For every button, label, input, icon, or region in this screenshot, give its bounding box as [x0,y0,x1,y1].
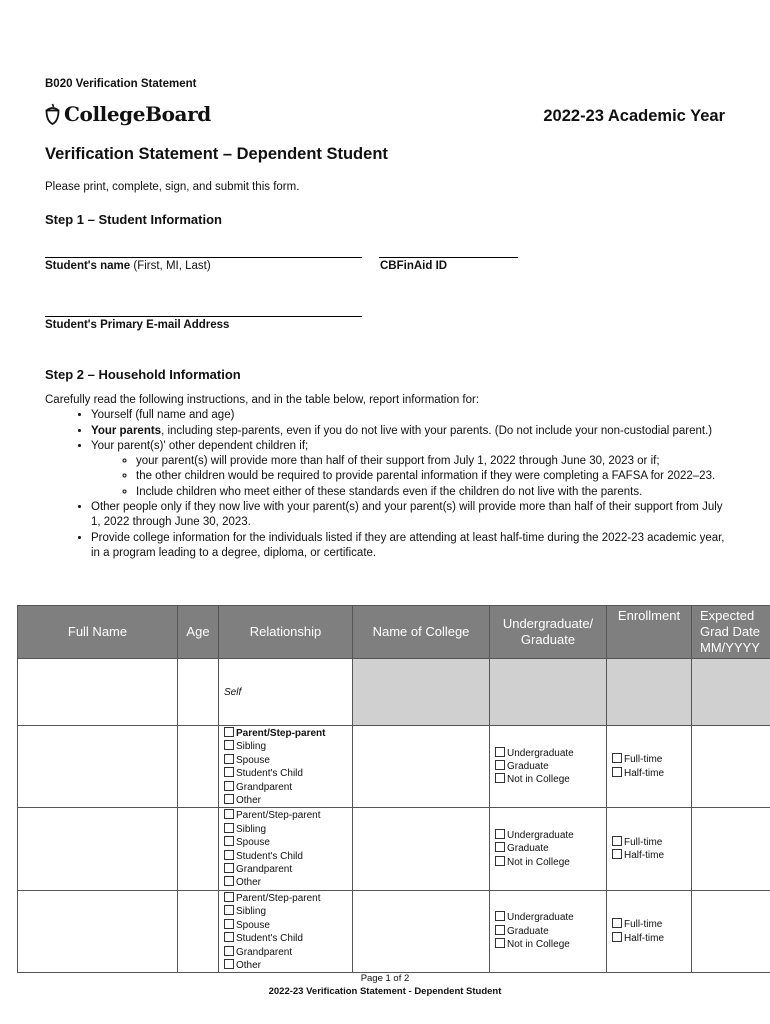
table-header-row [18,606,770,659]
instruction-bold: Your parents [91,424,162,437]
age-cell[interactable] [178,659,219,726]
checkbox-option[interactable] [224,767,347,780]
grad-date-cell[interactable] [692,808,770,890]
checkbox-label: Student's Child [236,768,303,780]
checkbox-option[interactable] [612,918,686,931]
checkbox-icon[interactable] [224,740,234,750]
checkbox-option[interactable] [495,829,601,842]
checkbox-option[interactable] [495,842,601,855]
age-cell[interactable] [178,808,219,890]
checkbox-option[interactable] [224,892,347,905]
header-level: Undergraduate/ Graduate [490,606,607,659]
college-cell[interactable] [353,726,490,808]
instruction-subitem: ◦ your parent(s) will provide more than half of their support from July 1, 2022 through June 30, 2023 or if; [136,454,725,469]
checkbox-icon[interactable] [612,767,622,777]
checkbox-label: Half-time [624,767,665,779]
header-enrollment: Enrollment [607,606,692,659]
checkbox-icon[interactable] [224,727,234,737]
checkbox-option[interactable] [612,836,686,849]
checkbox-icon[interactable] [224,905,234,915]
level-cell [490,726,607,808]
relationship-cell [219,808,353,890]
full-name-cell[interactable] [18,659,178,726]
grad-date-cell-disabled [692,659,770,726]
level-cell [490,890,607,972]
instruction-item [91,424,725,439]
checkbox-label: Full-time [624,836,663,848]
checkbox-icon[interactable] [495,747,505,757]
enrollment-cell [607,808,692,890]
checkbox-label: Sibling [236,823,267,835]
checkbox-option[interactable] [224,809,347,822]
checkbox-option[interactable] [224,876,347,889]
checkbox-label: Other [236,795,262,807]
checkbox-icon[interactable] [224,823,234,833]
header-grad-date: Expected Grad Date MM/YYYY [692,606,770,659]
checkbox-icon[interactable] [224,850,234,860]
enrollment-cell [607,726,692,808]
checkbox-icon[interactable] [495,842,505,852]
checkbox-label: Full-time [624,754,663,766]
checkbox-option[interactable] [224,836,347,849]
page-number: Page 1 of 2 [360,973,410,984]
checkbox-label: Grandparent [236,864,293,876]
checkbox-icon[interactable] [224,876,234,886]
instruction-item: • Other people only if they now live with your parent(s) and your parent(s) will provide more than half of their support from July 1, 2022 through June 30, 2023. [91,500,725,531]
checkbox-option[interactable] [224,781,347,794]
checkbox-icon[interactable] [224,754,234,764]
checkbox-label: Not in College [507,774,570,786]
checkbox-option[interactable] [495,938,601,951]
checkbox-option[interactable] [495,760,601,773]
checkbox-label: Student's Child [236,850,303,862]
checkbox-option[interactable] [612,932,686,945]
checkbox-option[interactable] [495,856,601,869]
full-name-cell[interactable] [18,726,178,808]
step2-heading: Step 2 – Household Information [45,367,241,382]
level-cell [490,808,607,890]
checkbox-option[interactable] [224,794,347,807]
checkbox-icon[interactable] [224,809,234,819]
step1-heading: Step 1 – Student Information [45,212,222,227]
relationship-cell [219,890,353,972]
checkbox-icon[interactable] [224,959,234,969]
checkbox-option[interactable] [224,946,347,959]
checkbox-icon[interactable] [495,938,505,948]
checkbox-option[interactable] [224,905,347,918]
table-row-self [18,659,770,726]
cbfinaid-id-label: CBFinAid ID [380,260,448,272]
college-cell[interactable] [353,890,490,972]
form-code: B020 Verification Statement [45,78,197,90]
checkbox-option[interactable] [224,932,347,945]
header-age: Age [178,606,219,659]
checkbox-label: Undergraduate [507,912,574,924]
checkbox-label: Undergraduate [507,830,574,842]
full-name-cell[interactable] [18,808,178,890]
checkbox-label: Graduate [507,843,549,855]
acorn-icon [44,103,61,125]
checkbox-icon[interactable] [224,932,234,942]
student-name-label-bold: Student's name [45,260,131,272]
household-table [17,605,770,973]
checkbox-option[interactable] [495,925,601,938]
student-name-field[interactable] [45,257,362,258]
checkbox-label: Other [236,877,262,889]
instruction-subitem: ◦ the other children would be required to provide parental information if they were completing a FAFSA for 2022–23. [136,469,725,484]
checkbox-icon[interactable] [495,760,505,770]
checkbox-label: Parent/Step-parent [236,728,326,739]
checkbox-label: Undergraduate [507,747,574,759]
checkbox-option[interactable] [612,849,686,862]
checkbox-icon[interactable] [224,946,234,956]
header-relationship: Relationship [219,606,353,659]
relationship-cell [219,659,353,726]
checkbox-icon[interactable] [495,925,505,935]
checkbox-label: Parent/Step-parent [236,892,321,904]
checkbox-icon[interactable] [495,773,505,783]
checkbox-icon[interactable] [224,767,234,777]
academic-year: 2022-23 Academic Year [543,107,725,125]
checkbox-label: Graduate [507,761,549,773]
checkbox-label: Spouse [236,837,270,849]
relationship-cell [219,726,353,808]
checkbox-option[interactable] [224,850,347,863]
email-label: Student's Primary E-mail Address [45,319,230,331]
checkbox-label: Spouse [236,919,270,931]
checkbox-label: Spouse [236,754,270,766]
checkbox-label: Graduate [507,925,549,937]
checkbox-icon[interactable] [224,781,234,791]
college-cell-disabled [353,659,490,726]
checkbox-icon[interactable] [495,856,505,866]
age-cell[interactable] [178,890,219,972]
grad-date-cell[interactable] [692,726,770,808]
header-full-name: Full Name [18,606,178,659]
enrollment-cell [607,890,692,972]
checkbox-label: Sibling [236,741,267,753]
instruction-item: • Yourself (full name and age) [91,408,725,423]
checkbox-icon[interactable] [612,753,622,763]
footer-title: 2022-23 Verification Statement - Dependent Student [268,986,502,997]
table-row [18,726,770,808]
college-cell[interactable] [353,808,490,890]
checkbox-icon[interactable] [224,836,234,846]
header-college: Name of College [353,606,490,659]
checkbox-label: Grandparent [236,781,293,793]
grad-date-cell[interactable] [692,890,770,972]
checkbox-label: Not in College [507,856,570,868]
checkbox-label: Half-time [624,850,665,862]
checkbox-option[interactable] [495,773,601,786]
checkbox-label: Not in College [507,939,570,951]
instruction-item [91,439,725,500]
level-cell-disabled [490,659,607,726]
instruction-text: Your parent(s)' other dependent children if; [91,439,309,452]
email-field[interactable] [45,316,362,317]
checkbox-label: Full-time [624,919,663,931]
logo-text: CollegeBoard [64,102,211,126]
checkbox-icon[interactable] [612,849,622,859]
student-name-label-rest: (First, MI, Last) [130,260,211,272]
checkbox-icon[interactable] [612,918,622,928]
checkbox-icon[interactable] [224,863,234,873]
page-title: Verification Statement – Dependent Student [45,145,388,163]
instruction-subitem: ◦ Include children who meet either of these standards even if the children do not live with the parents. [136,485,725,500]
checkbox-option[interactable] [224,740,347,753]
checkbox-option[interactable] [224,754,347,767]
checkbox-option[interactable] [224,959,347,972]
checkbox-option[interactable] [224,919,347,932]
age-cell[interactable] [178,726,219,808]
checkbox-icon[interactable] [495,911,505,921]
cbfinaid-id-field[interactable] [379,257,518,258]
checkbox-icon[interactable] [224,919,234,929]
checkbox-label: Student's Child [236,933,303,945]
checkbox-label: Sibling [236,906,267,918]
checkbox-icon[interactable] [495,829,505,839]
checkbox-option[interactable] [224,727,347,740]
table-row [18,890,770,972]
checkbox-label: Grandparent [236,946,293,958]
checkbox-label: Half-time [624,932,665,944]
table-row [18,808,770,890]
checkbox-icon[interactable] [224,892,234,902]
instruction-text: , including step-parents, even if you do not live with your parents. (Do not include your non-custodial parent.) [161,424,713,437]
checkbox-label: Parent/Step-parent [236,810,321,822]
checkbox-option[interactable] [495,747,601,760]
checkbox-option[interactable] [495,911,601,924]
student-name-label [45,260,211,272]
checkbox-option[interactable] [612,753,686,766]
checkbox-option[interactable] [224,823,347,836]
intro-text: Please print, complete, sign, and submit this form. [45,181,300,193]
full-name-cell[interactable] [18,890,178,972]
checkbox-option[interactable] [224,863,347,876]
checkbox-label: Other [236,959,262,971]
checkbox-icon[interactable] [224,794,234,804]
instruction-item: • Provide college information for the individuals listed if they are attending at least half-time during the 2022-23 academic year, in a program leading to a degree, diploma, or certificate. [91,531,725,562]
instructions-lead: Carefully read the following instructions, and in the table below, report information for: [45,394,480,406]
checkbox-icon[interactable] [612,932,622,942]
self-label: Self [224,686,242,698]
household-instructions [45,393,725,561]
checkbox-icon[interactable] [612,836,622,846]
checkbox-option[interactable] [612,767,686,780]
enrollment-cell-disabled [607,659,692,726]
college-board-logo [44,102,211,126]
